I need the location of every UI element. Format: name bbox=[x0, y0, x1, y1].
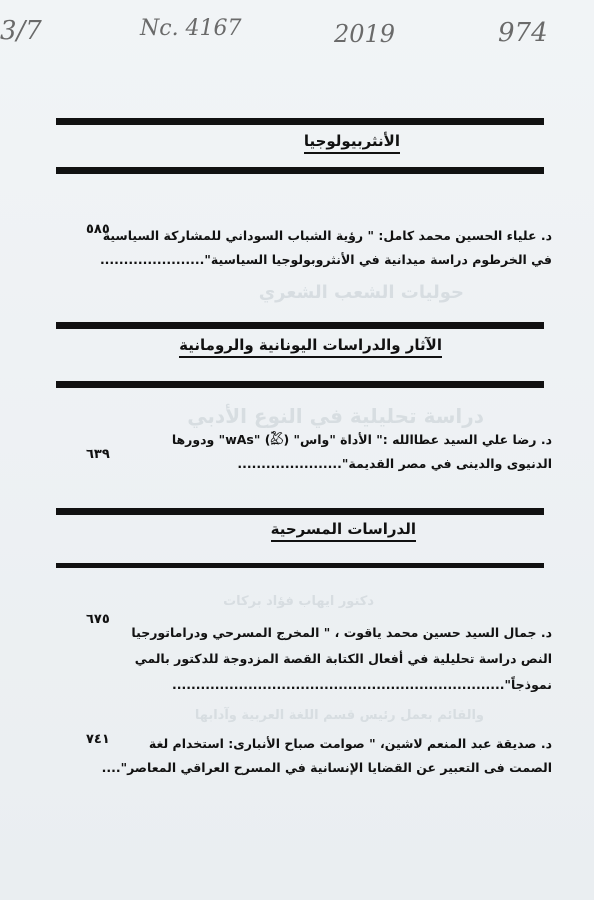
entry-line: د. صديقة عبد المنعم لاشين، " صوامت صباح الأنبارى: استخدام لغة bbox=[148, 736, 552, 751]
entry-page-number: ٦٧٥ bbox=[86, 612, 110, 627]
entry-page-number: ٧٤١ bbox=[86, 732, 110, 747]
entry-line: د. جمال السيد حسين محمد ياقوت ، " المخرج المسرحي ودراماتورجيا bbox=[131, 625, 552, 640]
handwritten-left-mark: 3/7 bbox=[0, 16, 42, 46]
show-through-text: دكتور ايهاب فؤاد بركات bbox=[223, 594, 374, 609]
entry-line: نموذجاً"...................................................................... bbox=[172, 677, 552, 692]
entry-page-number: ٥٨٥ bbox=[86, 222, 110, 237]
section-divider bbox=[56, 381, 544, 388]
toc-entry bbox=[82, 732, 552, 780]
handwritten-ref-code: Nc. 4167 bbox=[140, 16, 242, 41]
show-through-text: والقائم بعمل رئيس قسم اللغة العربية وآدابها bbox=[194, 708, 484, 723]
toc-entry bbox=[82, 224, 552, 272]
show-through-text: حوليات الشعب الشعري bbox=[258, 282, 464, 303]
toc-entry bbox=[82, 620, 552, 698]
entry-line: الدنيوى والدينى في مصر القديمة"...................... bbox=[237, 456, 552, 471]
toc-entry bbox=[82, 428, 552, 476]
entry-line: في الخرطوم دراسة ميدانية في الأنثروبولوجيا السياسية"...................... bbox=[99, 252, 552, 267]
handwritten-page-no: 974 bbox=[498, 18, 548, 48]
section-heading-theatre-studies: الدراسات المسرحية bbox=[271, 520, 416, 542]
handwritten-year: 2019 bbox=[334, 20, 396, 48]
entry-line: د. رضا علي السيد عطاالله :" الأداة "واس" (𓅷) "wAs" ودورها bbox=[171, 432, 552, 447]
section-divider bbox=[56, 563, 544, 568]
section-heading-anthropology: الأنثربيولوجيا bbox=[304, 132, 400, 154]
entry-line: د. علياء الحسين محمد كامل: " رؤية الشباب السوداني للمشاركة السياسية bbox=[102, 228, 552, 243]
section-divider bbox=[56, 167, 544, 174]
section-divider bbox=[56, 322, 544, 329]
entry-line: النص دراسة تحليلية في أفعال الكتابة القصة المزدوجة للدكتور بالمي bbox=[134, 651, 552, 666]
section-divider bbox=[56, 508, 544, 515]
section-divider bbox=[56, 118, 544, 125]
section-heading-archaeology: الآثار والدراسات اليونانية والرومانية bbox=[179, 336, 442, 358]
show-through-text: دراسة تحليلية في النوع الأدبي bbox=[187, 404, 484, 428]
entry-page-number: ٦٣٩ bbox=[86, 447, 110, 462]
entry-line: الصمت فى التعبير عن القضايا الإنسانية في المسرح العراقي المعاصر".... bbox=[101, 760, 552, 775]
